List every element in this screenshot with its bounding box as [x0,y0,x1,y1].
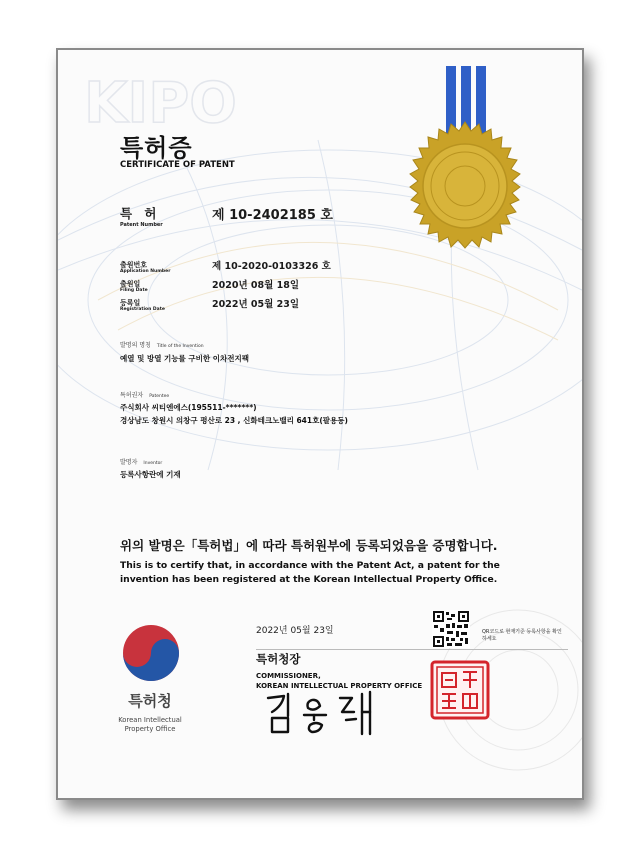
gold-seal-icon [396,120,534,258]
qr-code-icon[interactable] [432,610,470,648]
filing-date-value: 2020년 08월 18일 [212,280,300,291]
kipo-watermark: KIPO [84,71,237,136]
registration-date-label-en: Registration Date [120,307,165,312]
patentee-address: 경상남도 창원시 의창구 평산로 23 , 신화테크노밸리 641호(팔용동) [120,416,348,425]
signature-divider [256,649,568,650]
registration-date-label: 등록일 [120,299,141,307]
application-number-label: 출원번호 [120,261,148,269]
registration-date-value: 2022년 05월 23일 [212,299,300,310]
office-name-en: Korean Intellectual Property Office [118,716,182,733]
certification-statement-ko: 위의 발명은「특허법」에 따라 특허원부에 등록되었음을 증명합니다. [120,538,498,553]
certificate-subtitle: CERTIFICATE OF PATENT [120,160,235,170]
application-number-label-en: Application Number [120,269,171,274]
commissioner-signature [262,690,382,736]
commissioner-title-en: COMMISSIONER, KOREAN INTELLECTUAL PROPERTY OFFICE [256,672,423,690]
invention-title-label: 발명의 명칭 Title of the Invention [120,342,204,349]
inventor-label: 발명자 Inventor [120,459,163,466]
commissioner-title-ko: 특허청장 [256,652,301,666]
certificate-title: 특허증 [120,134,193,162]
office-name-ko: 특허청 [128,692,172,710]
invention-title-value: 예열 및 방열 기능를 구비한 이차전지팩 [120,354,249,363]
filing-date-label-en: Filing Date [120,288,148,293]
qr-instruction: QR코드로 현재기준 등록사항을 확인하세요 [482,629,562,642]
patent-number-label-en: Patent Number [120,222,163,228]
certification-statement-en: This is to certify that, in accordance with the Patent Act, a patent for the invention has been registered at the Korean Intellectual Property Office. [120,560,500,585]
filing-date-label: 출원일 [120,280,141,288]
patentee-name: 주식회사 씨티엔에스(195511-*******) [120,403,257,412]
patent-number-label: 특 허 [120,206,161,221]
certificate-sheet [56,48,584,800]
application-number-value: 제 10-2020-0103326 호 [212,261,331,272]
patent-number-value: 제 10-2402185 호 [212,208,333,223]
issue-date: 2022년 05월 23일 [256,626,334,636]
kipo-logo-icon [122,624,180,682]
patentee-label: 특허권자 Patentee [120,392,170,399]
official-stamp-icon [430,660,490,720]
inventor-value: 등록사항란에 기재 [120,470,181,479]
